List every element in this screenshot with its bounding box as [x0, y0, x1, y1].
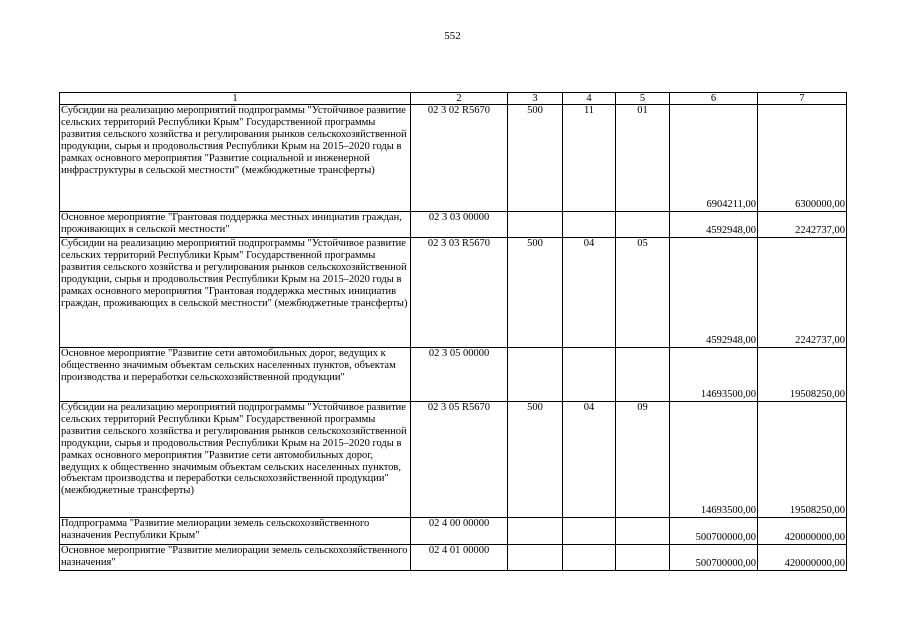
row-col3 — [508, 212, 563, 238]
row-code: 02 3 05 R5670 — [411, 402, 508, 518]
row-amount-col7: 2242737,00 — [758, 212, 847, 238]
table-row — [60, 518, 847, 545]
row-name: Субсидии на реализацию мероприятий подпрограммы "Устойчивое развитие сельских территорий Республики Крым" Государственной программы развития сельского хозяйства и регулирования рынков сельскохозяйственной продукции, сырья и продовольствия Республики Крым на 2015–2020 годы в рамках основного мероприятия "Грантовая поддержка местных инициатив граждан, проживающих в сельской местности" (межбюджетные трансферты) — [60, 238, 411, 348]
row-col5: 09 — [616, 402, 670, 518]
row-col4: 04 — [563, 402, 616, 518]
row-name: Субсидии на реализацию мероприятий подпрограммы "Устойчивое развитие сельских территорий Республики Крым" Государственной программы развития сельского хозяйства и регулирования рынков сельскохозяйственной продукции, сырья и продовольствия Республики Крым на 2015–2020 годы в рамках основного мероприятия "Развитие сети автомобильных дорог, ведущих к общественно значимым объектам сельских населенных пунктов, объектам производства и переработки сельскохозяйственной продукции" (межбюджетные трансферты) — [60, 402, 411, 518]
row-amount-col7: 420000000,00 — [758, 518, 847, 545]
row-col3: 500 — [508, 105, 563, 212]
row-code: 02 3 02 R5670 — [411, 105, 508, 212]
header-cell-3: 3 — [508, 93, 563, 105]
row-col3: 500 — [508, 402, 563, 518]
table-row — [60, 105, 847, 212]
row-amount-col6: 500700000,00 — [670, 518, 758, 545]
page-number: 552 — [444, 30, 461, 42]
row-amount-col7: 19508250,00 — [758, 348, 847, 402]
row-code: 02 3 03 00000 — [411, 212, 508, 238]
table-row — [60, 545, 847, 571]
row-col3 — [508, 348, 563, 402]
header-cell-7: 7 — [758, 93, 847, 105]
row-amount-col7: 19508250,00 — [758, 402, 847, 518]
row-col5 — [616, 518, 670, 545]
row-name: Основное мероприятие "Развитие сети автомобильных дорог, ведущих к общественно значимым объектам сельских населенных пунктов, объектам производства и переработки сельскохозяйственной продукции" — [60, 348, 411, 402]
row-col5 — [616, 212, 670, 238]
row-col5 — [616, 348, 670, 402]
table-row — [60, 212, 847, 238]
row-col4 — [563, 348, 616, 402]
row-amount-col7: 420000000,00 — [758, 545, 847, 571]
row-col4: 04 — [563, 238, 616, 348]
row-amount-col6: 4592948,00 — [670, 212, 758, 238]
table-row — [60, 348, 847, 402]
header-cell-2: 2 — [411, 93, 508, 105]
budget-table — [59, 92, 847, 571]
table-header-row — [60, 93, 847, 105]
row-col4 — [563, 518, 616, 545]
row-col5: 05 — [616, 238, 670, 348]
header-cell-1: 1 — [60, 93, 411, 105]
row-name: Подпрограмма "Развитие мелиорации земель сельскохозяйственного назначения Республики Крым" — [60, 518, 411, 545]
row-col4: 11 — [563, 105, 616, 212]
header-cell-6: 6 — [670, 93, 758, 105]
row-amount-col6: 4592948,00 — [670, 238, 758, 348]
header-cell-5: 5 — [616, 93, 670, 105]
table-row — [60, 238, 847, 348]
row-col3: 500 — [508, 238, 563, 348]
row-col5: 01 — [616, 105, 670, 212]
row-code: 02 3 03 R5670 — [411, 238, 508, 348]
row-amount-col6: 14693500,00 — [670, 402, 758, 518]
row-amount-col6: 6904211,00 — [670, 105, 758, 212]
row-code: 02 4 01 00000 — [411, 545, 508, 571]
row-name: Основное мероприятие "Грантовая поддержка местных инициатив граждан, проживающих в сельской местности" — [60, 212, 411, 238]
row-code: 02 3 05 00000 — [411, 348, 508, 402]
row-col4 — [563, 212, 616, 238]
header-cell-4: 4 — [563, 93, 616, 105]
row-amount-col7: 6300000,00 — [758, 105, 847, 212]
row-name: Основное мероприятие "Развитие мелиорации земель сельскохозяйственного назначения" — [60, 545, 411, 571]
row-amount-col6: 14693500,00 — [670, 348, 758, 402]
row-col3 — [508, 545, 563, 571]
row-code: 02 4 00 00000 — [411, 518, 508, 545]
row-col5 — [616, 545, 670, 571]
row-col3 — [508, 518, 563, 545]
row-amount-col6: 500700000,00 — [670, 545, 758, 571]
table-row — [60, 402, 847, 518]
row-col4 — [563, 545, 616, 571]
row-amount-col7: 2242737,00 — [758, 238, 847, 348]
row-name: Субсидии на реализацию мероприятий подпрограммы "Устойчивое развитие сельских территорий Республики Крым" Государственной программы развития сельского хозяйства и регулирования рынков сельскохозяйственной продукции, сырья и продовольствия Республики Крым на 2015–2020 годы в рамках основного мероприятия "Развитие социальной и инженерной инфраструктуры в сельской местности" (межбюджетные трансферты) — [60, 105, 411, 212]
